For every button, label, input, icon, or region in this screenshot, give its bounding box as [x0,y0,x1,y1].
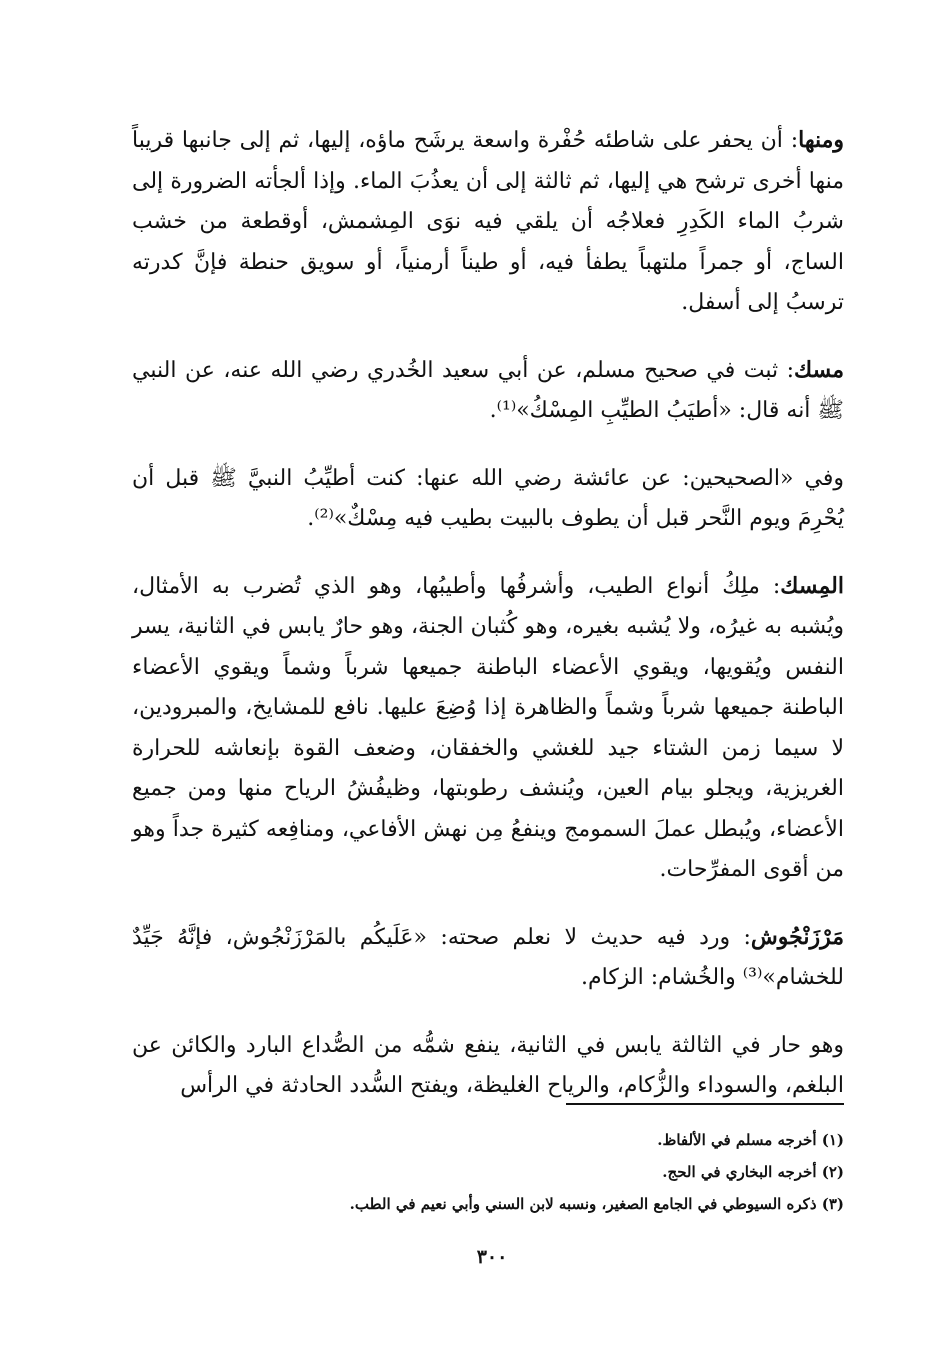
paragraph [132,458,844,540]
paragraph-text: : ملِكُ أنواع الطيب، وأشرفُها وأطيبُها، وهو الذي تُضرب به الأمثال، ويُشبه به غيرُه، ولا يُشبه بغيره، وهو كُثبان الجنة، وهو حارٌ يابس في الثانية، يسر النفس ويُقويها، ويقوي الأعضاء الباطنة جميعها شرباً وشماً ويقوي الأعضاء الباطنة جميعها شرباً وشماً والظاهرة إذا وُضِعَ عليها. نافع للمشايخ، والمبرودين، لا سيما زمن الشتاء جيد للغشي والخفقان، وضعف القوة بإنعاشه للحرارة الغريزية، ويجلو بيام العين، ويُنشف رطوبتها، وظيفُشُ الرياح منها ومن جميع الأعضاء، ويُبطل عملَ السمومج وينفعُ مِن نهش الأفاعي، ومنافِعه كثيرة جداً وهو من أقوى المفرِّحات. [132,573,845,882]
paragraph-text: وفي «الصحيحين: عن عائشة رضي الله عنها: كنت أطيِّبُ النبيَّ ﷺ قبل أن يُحْرِمَ ويوم النَّحر قبل أن يطوف بالبيت بطيب فيه مِسْكٌ»⁽²⁾. [132,465,844,531]
paragraph [132,917,844,999]
paragraph [132,566,844,891]
paragraph-lead: المِسك [780,572,844,599]
footnote-divider [566,1103,844,1105]
paragraph-lead: مَرْزَنْجُوش [750,923,844,950]
footnote-2: (٢) أخرجه البخاري في الحج. [662,1163,844,1181]
paragraph-text: : أن يحفر على شاطئه حُفْرة واسعة يرشَح ماؤه، إليها، ثم إلى جانبها قريباً منها أخرى ترشح هي إليها، ثم ثالثة إلى أن يعذُبَ الماء. وإذا ألجأته الضرورة إلى شربُ الماء الكَدِرِ فعلاجُه أن يلقي فيه نوَى المِشمش، أوقطعة من خشب الساج، أو جمراً ملتهباً يطفأ فيه، أو طيناً أرمنياً، أو سويق حنطة فإنَّ كدرته ترسبُ إلى أسفل. [132,128,844,315]
paragraph-text: : ثبت في صحيح مسلم، عن أبي سعيد الخُدري رضي الله عنه، عن النبي ﷺ أنه قال: «أطيَبُ الطيِّبِ المِسْكُ»⁽¹⁾. [132,357,844,423]
paragraph [132,1025,844,1107]
paragraph-lead: ومنها [798,127,844,153]
page-number: ٣٠٠ [476,1246,508,1268]
main-text [132,120,844,1133]
footnotes [132,1124,844,1220]
paragraph-text: : ورد فيه حديث لا نعلم صحته: «عَلَيكُم بالمَرْزَنْجُوش، فإنَّهُ جَيِّدٌ للخشام»⁽³⁾ والخُشام: الزكام. [132,924,844,990]
paragraph-lead: مسك [794,356,844,383]
paragraph [132,120,844,324]
paragraph [132,350,844,432]
paragraph-text: وهو حار في الثالثة يابس في الثانية، ينفع شمُّه من الصُّداع البارد والكائن عن البلغم، والسوداء والزُّكام، والرياح الغليظة، ويفتح السُّدد الحادثة في الرأس [132,1032,844,1098]
footnote-1: (١) أخرجه مسلم في الألفاظ. [657,1131,844,1149]
footnote-3: (٣) ذكره السيوطي في الجامع الصغير، ونسبه لابن السني وأبي نعيم في الطب. [349,1195,844,1213]
